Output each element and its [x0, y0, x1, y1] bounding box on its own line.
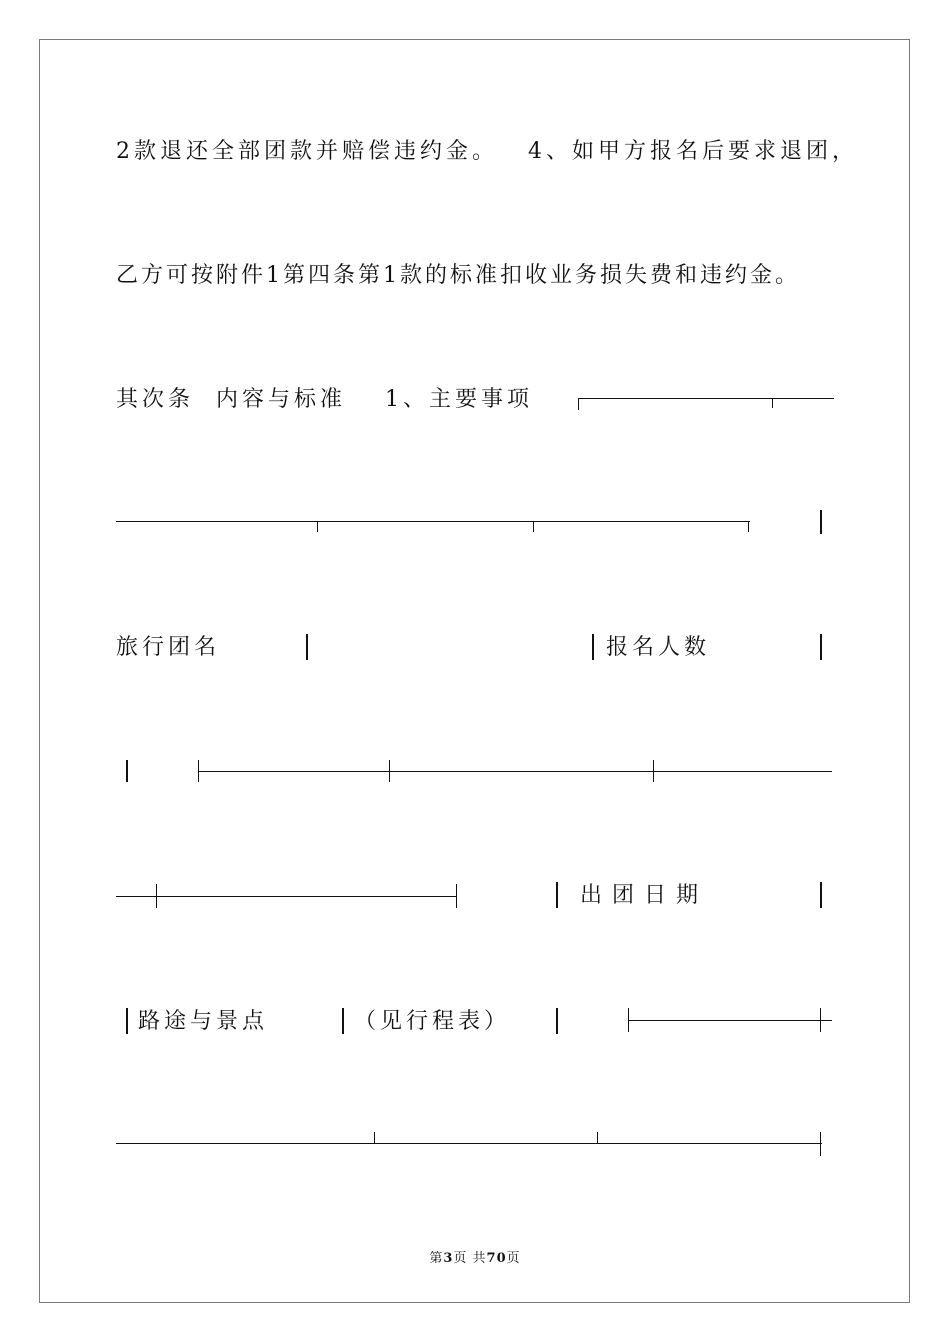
table-border-tick [456, 884, 457, 908]
table-cell-divider [126, 760, 128, 782]
footer-page-number: 3 [443, 1251, 454, 1266]
table-border-tick [772, 398, 773, 408]
table-border-tick [389, 760, 390, 782]
table-border-line [578, 398, 834, 399]
table-cell-divider [556, 1008, 558, 1034]
table-border-line [116, 1143, 822, 1144]
label-depart-date: 出团日期 [580, 883, 709, 908]
table-border-line [628, 1020, 832, 1021]
page-footer [0, 1247, 950, 1266]
table-border-tick [317, 521, 318, 532]
label-route: 路途与景点 [138, 1009, 269, 1034]
table-border-tick [374, 1132, 375, 1143]
table-border-tick [820, 1008, 821, 1032]
page-border [39, 39, 910, 1303]
table-cell-divider [306, 634, 308, 660]
text-line-1a: 2款退还全部团款并赔偿违约金。 [116, 139, 498, 164]
text-line-2: 乙方可按附件1第四条第1款的标准扣收业务损失费和违约金。 [116, 263, 800, 288]
table-border-tick [156, 884, 157, 908]
text-line-3b: 1、主要事项 [385, 387, 533, 412]
table-cell-divider [342, 1008, 344, 1034]
text-line-1b: 4、如甲方报名后要求退团， [528, 139, 858, 164]
label-signup-count: 报名人数 [606, 635, 711, 660]
table-border-line [116, 896, 456, 897]
table-cell-divider [820, 882, 822, 908]
label-itinerary: （见行程表） [354, 1009, 511, 1034]
table-cell-divider [592, 634, 594, 660]
table-border-tick [597, 1132, 598, 1143]
table-cell-divider [820, 510, 822, 534]
footer-page-mid: 页 共 [453, 1251, 487, 1266]
table-border-corner [578, 398, 579, 410]
footer-page-suffix: 页 [506, 1251, 521, 1266]
table-border-tick [533, 521, 534, 532]
text-line-3a: 其次条 内容与标准 [116, 387, 346, 412]
footer-page-prefix: 第 [429, 1251, 444, 1266]
table-border-line [198, 771, 832, 772]
table-cell-divider [556, 882, 558, 908]
table-cell-divider [126, 1008, 128, 1034]
label-tour-name: 旅行团名 [116, 635, 221, 660]
table-border-line [116, 521, 750, 522]
footer-page-total: 70 [486, 1251, 507, 1266]
table-border-tick [820, 1132, 821, 1156]
table-cell-divider [820, 634, 822, 660]
table-border-tick [748, 521, 749, 532]
table-border-tick [653, 760, 654, 782]
